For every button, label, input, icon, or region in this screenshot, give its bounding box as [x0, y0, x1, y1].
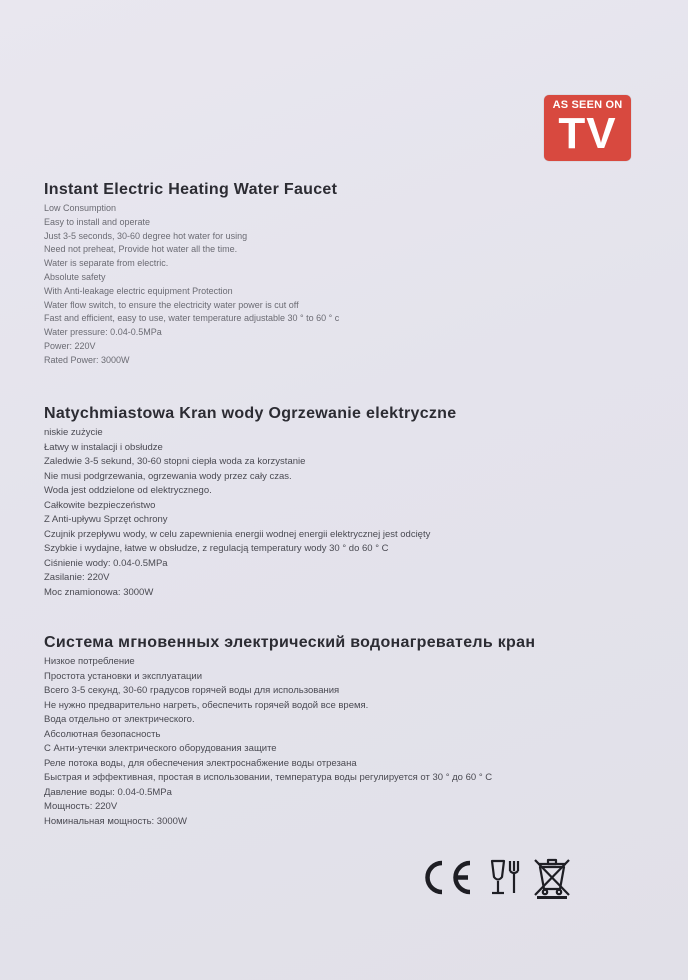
spec-line: Zaledwie 3-5 sekund, 30-60 stopni ciepła woda za korzystanie — [44, 456, 306, 467]
spec-line: Ciśnienie wody: 0.04-0.5MPa — [44, 557, 168, 569]
spec-line: Не нужно предварительно нагреть, обеспечить горячей водой все время. — [44, 699, 369, 711]
spec-line: Całkowite bezpieczeństwo — [44, 499, 156, 511]
spec-line: Номинальная мощность: 3000W — [44, 815, 187, 827]
spec-line: Простота установки и эксплуатации — [44, 670, 203, 682]
spec-line: Szybkie i wydajne, łatwe w obsłudze, z regulacją temperatury wody 30 ° do 60 ° C — [44, 543, 389, 554]
spec-line: Абсолютная безопасность — [44, 728, 161, 740]
spec-line: Z Anti-upływu Sprzęt ochrony — [44, 514, 168, 525]
spec-line: Water is separate from electric. — [44, 258, 169, 269]
spec-line: Łatwy w instalacji i obsłudze — [44, 441, 163, 453]
spec-line: Низкое потребление — [44, 656, 135, 667]
spec-line: niskie zużycie — [44, 427, 103, 438]
spec-line: Мощность: 220V — [44, 801, 118, 812]
spec-line: Nie musi podgrzewania, ogrzewania wody przez cały czas. — [44, 470, 292, 482]
spec-line: Power: 220V — [44, 340, 96, 351]
spec-line: Absolute safety — [44, 271, 106, 282]
spec-line: С Анти-утечки электрического оборудования защите — [44, 743, 277, 754]
logo-tv-text: TV — [558, 109, 617, 158]
spec-line: Water pressure: 0.04-0.5MPa — [44, 327, 162, 338]
section-title: Natychmiastowa Kran wody Ogrzewanie elektryczne — [44, 405, 457, 422]
spec-line: Fast and efficient, easy to use, water temperature adjustable 30 ° to 60 ° c — [44, 313, 340, 324]
certification-marks — [420, 855, 580, 900]
section-english — [44, 180, 634, 368]
spec-line: Woda jest oddzielone od elektrycznego. — [44, 485, 212, 496]
spec-line: Need not preheat, Provide hot water all the time. — [44, 244, 238, 255]
section-title: Система мгновенных электрический водонагреватель кран — [44, 634, 536, 651]
spec-line: Low Consumption — [44, 203, 117, 213]
weee-crossed-bin-icon — [535, 860, 569, 899]
logo-top-text: AS SEEN ON — [552, 99, 623, 111]
spec-line: Быстрая и эффективная, простая в использовании, температура воды регулируется от 30 ° до 60 ° С — [44, 772, 493, 783]
section-russian — [44, 633, 634, 829]
spec-line: Moc znamionowa: 3000W — [44, 586, 154, 598]
ce-mark-icon — [428, 863, 471, 892]
spec-line: Rated Power: 3000W — [44, 354, 130, 365]
spec-line: With Anti-leakage electric equipment Protection — [44, 285, 233, 296]
spec-line: Всего 3-5 секунд, 30-60 градусов горячей воды для использования — [44, 685, 340, 696]
as-seen-on-tv-logo — [544, 95, 631, 161]
section-title: Instant Electric Heating Water Faucet — [44, 181, 338, 198]
section-polish — [44, 404, 634, 600]
food-safe-glass-fork-icon — [492, 861, 518, 893]
spec-line: Easy to install and operate — [44, 216, 151, 227]
spec-line: Just 3-5 seconds, 30-60 degree hot water for using — [44, 230, 248, 241]
spec-line: Water flow switch, to ensure the electricity water power is cut off — [44, 299, 299, 310]
spec-line: Давление воды: 0.04-0.5MPa — [44, 786, 172, 798]
spec-line: Вода отдельно от электрического. — [44, 714, 195, 725]
spec-line: Zasilanie: 220V — [44, 572, 110, 583]
spec-line: Czujnik przepływu wody, w celu zapewnienia energii wodnej energii elektrycznej jest odcięty — [44, 528, 431, 540]
spec-line: Реле потока воды, для обеспечения электроснабжение воды отрезана — [44, 757, 357, 769]
